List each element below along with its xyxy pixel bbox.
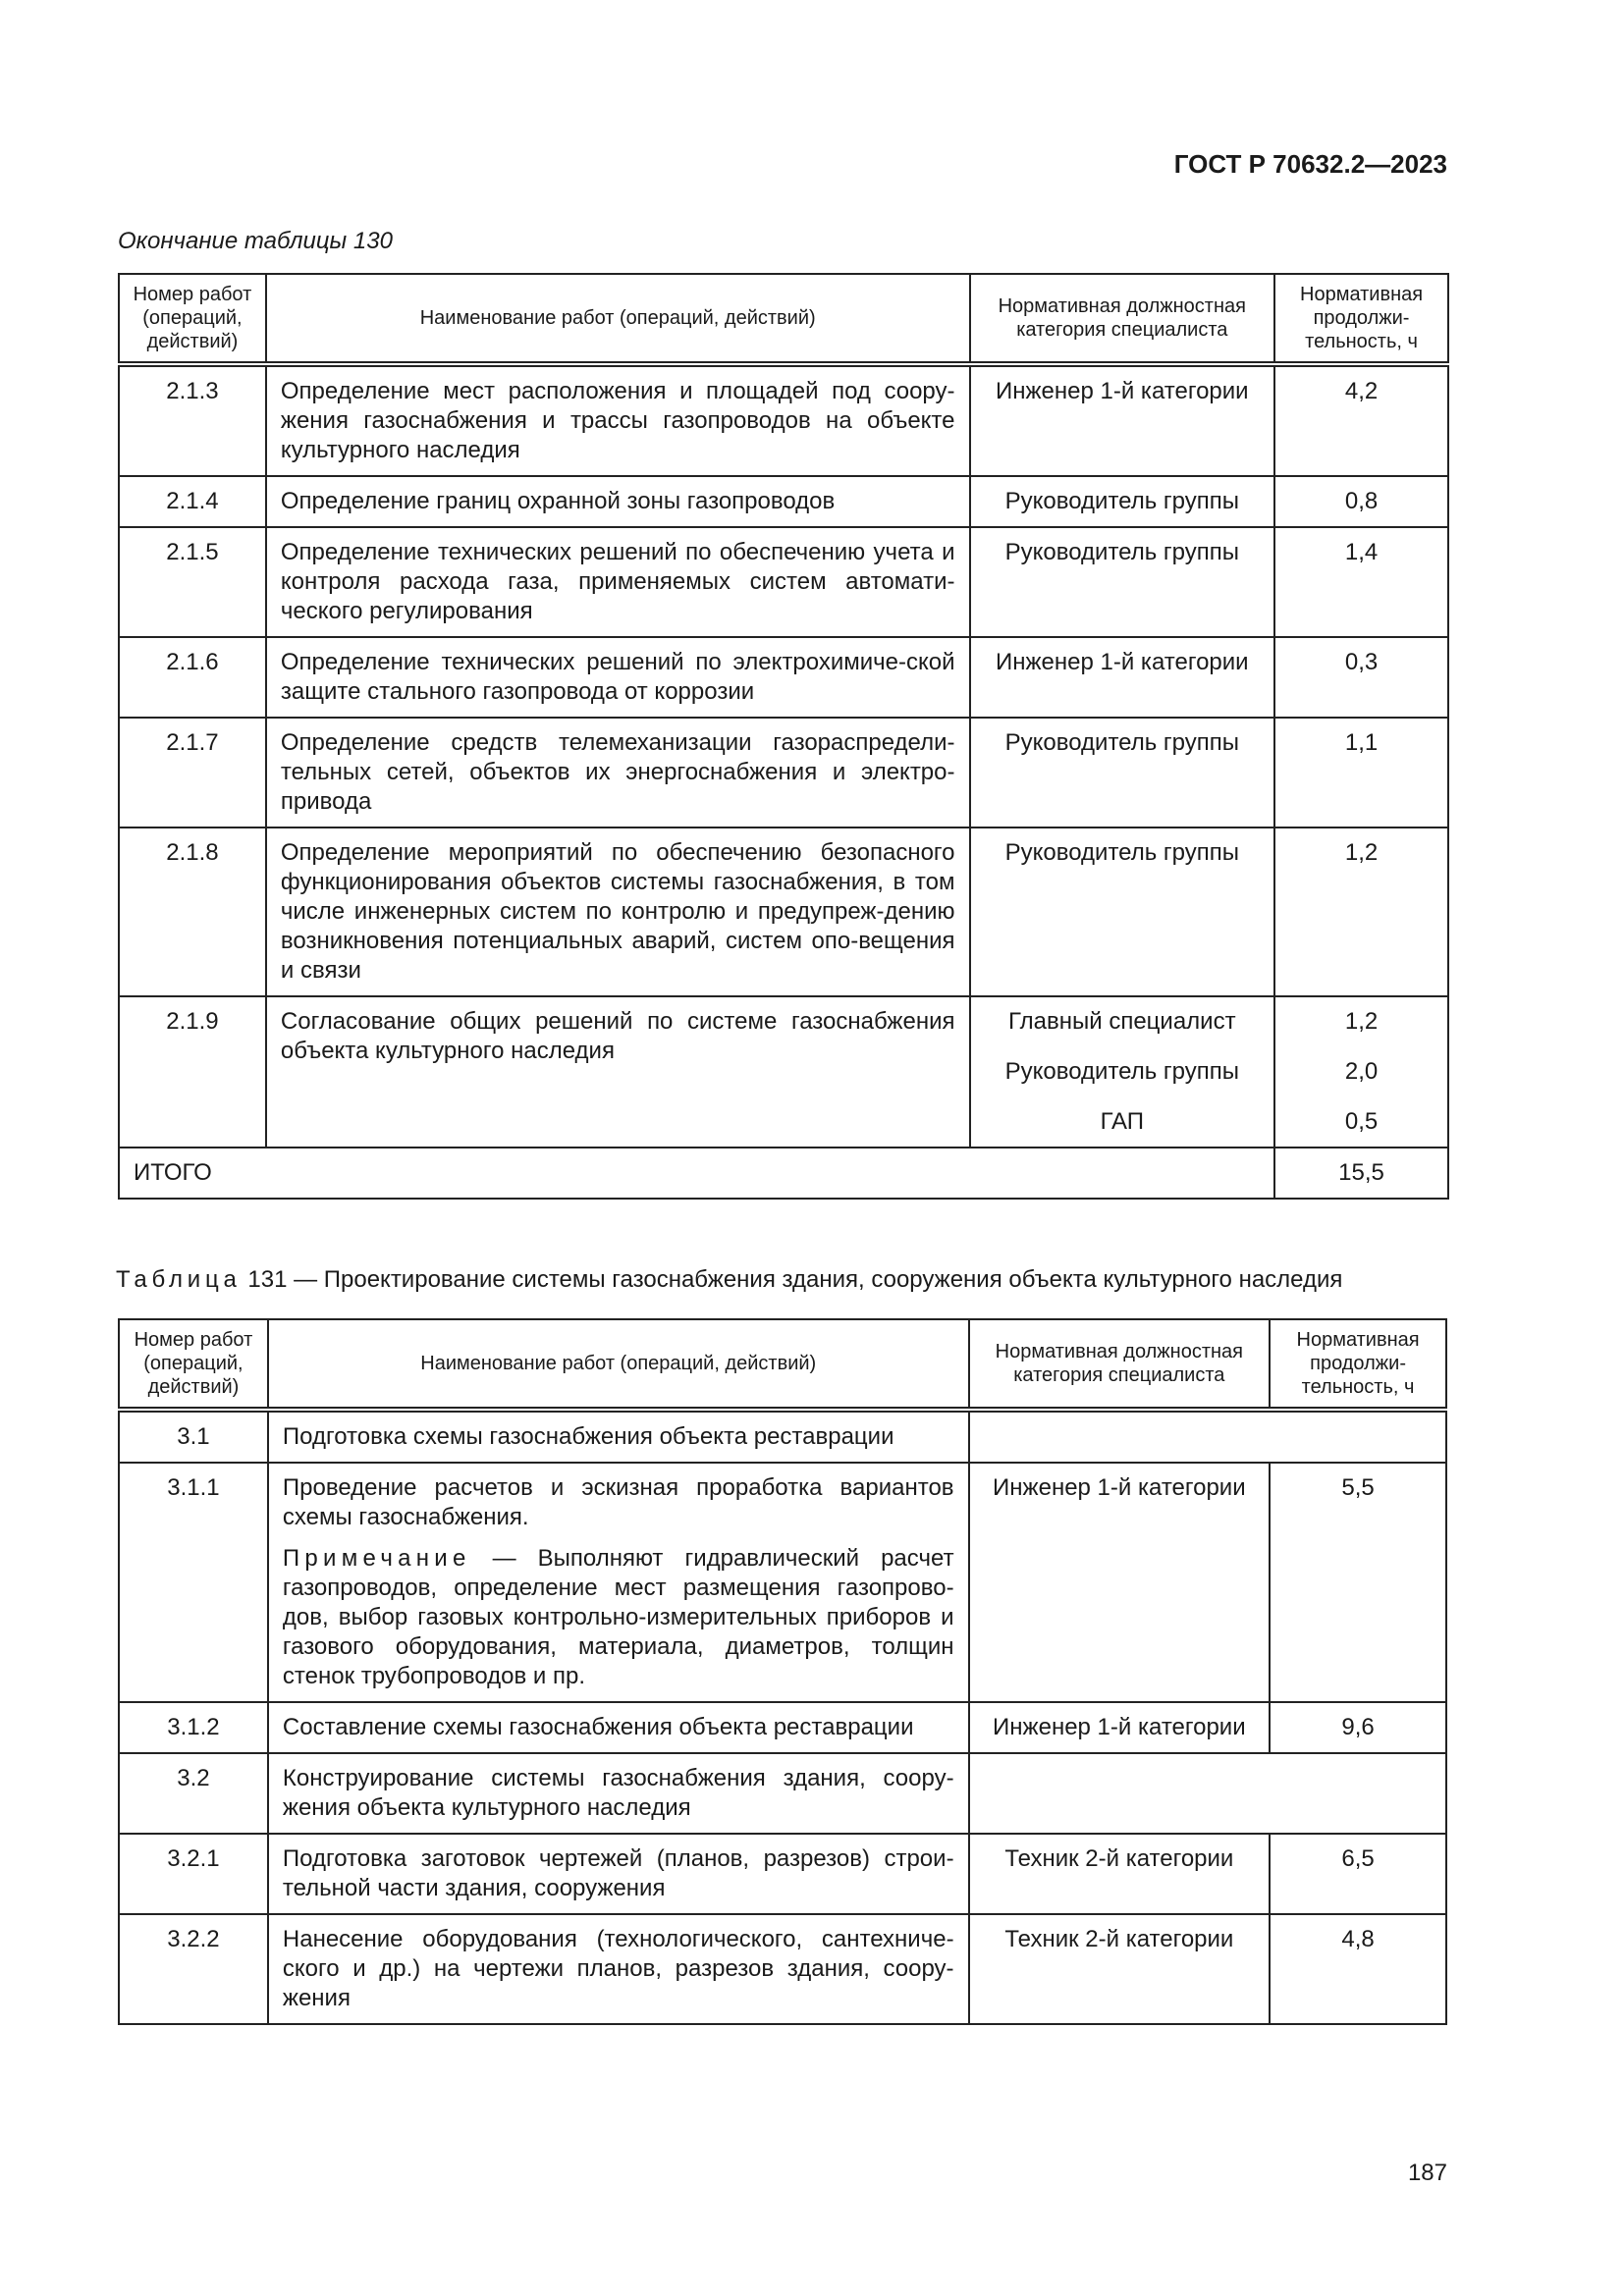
duration-hours: 1,4 bbox=[1274, 527, 1448, 637]
specialist-category: Инженер 1-й категории bbox=[970, 637, 1275, 718]
note-label: Примечание bbox=[282, 1545, 471, 1572]
specialist-category: ГАП bbox=[1100, 1108, 1144, 1135]
specialist-category: Руководитель группы bbox=[970, 527, 1275, 637]
specialist-category: Инженер 1-й категории bbox=[970, 364, 1275, 476]
work-number: 2.1.7 bbox=[119, 718, 266, 828]
work-name: Подготовка схемы газоснабжения объекта реставрации bbox=[268, 1410, 969, 1463]
table-131-caption bbox=[116, 1266, 1342, 1294]
work-name: Определение мест расположения и площадей под соору-жения газоснабжения и трассы газопроводов на объекте культурного наследия bbox=[266, 364, 970, 476]
duration-hours: 1,2 bbox=[1344, 1008, 1379, 1035]
duration-hours: 0,3 bbox=[1274, 637, 1448, 718]
note-text: — Выполняют гидравлический расчет газопроводов, определение мест размещения газопрово-дов, выбор газовых контрольно-измерительных приборов и газового оборудования, материала, диаметров, толщин стенок трубопроводов и пр. bbox=[282, 1545, 954, 1689]
table-row bbox=[119, 637, 1448, 718]
table-row bbox=[119, 1463, 1446, 1702]
duration-hours: 4,2 bbox=[1274, 364, 1448, 476]
empty-cell bbox=[969, 1410, 1446, 1463]
specialist-category: Главный специалист bbox=[1008, 1008, 1236, 1035]
work-number: 2.1.9 bbox=[119, 996, 266, 1148]
total-label: ИТОГО bbox=[119, 1148, 1274, 1199]
total-row bbox=[119, 1148, 1448, 1199]
work-number: 3.1 bbox=[119, 1410, 268, 1463]
duration-hours: 9,6 bbox=[1270, 1702, 1446, 1753]
work-number: 3.2.1 bbox=[119, 1834, 268, 1914]
work-note bbox=[283, 1544, 954, 1691]
empty-cell bbox=[969, 1753, 1446, 1834]
table-row bbox=[119, 527, 1448, 637]
work-name: Определение технических решений по электрохимиче-ской защите стального газопровода от коррозии bbox=[266, 637, 970, 718]
table-row bbox=[119, 1834, 1446, 1914]
column-header-name: Наименование работ (операций, действий) bbox=[266, 274, 970, 364]
table-130 bbox=[118, 273, 1449, 1200]
table-row bbox=[119, 1410, 1446, 1463]
table-row bbox=[119, 996, 1448, 1148]
table-row bbox=[119, 364, 1448, 476]
table-row bbox=[119, 718, 1448, 828]
table-row bbox=[119, 1753, 1446, 1834]
duration-hours: 0,5 bbox=[1344, 1108, 1379, 1135]
work-number: 2.1.6 bbox=[119, 637, 266, 718]
duration-hours: 1,2 bbox=[1274, 828, 1448, 996]
duration-hours: 2,0 bbox=[1344, 1058, 1379, 1085]
table-row bbox=[119, 1914, 1446, 2024]
work-name: Определение технических решений по обеспечению учета и контроля расхода газа, применяемых систем автомати-ческого регулирования bbox=[266, 527, 970, 637]
duration-hours: 6,5 bbox=[1270, 1834, 1446, 1914]
work-name: Нанесение оборудования (технологического, сантехниче-ского и др.) на чертежи планов, разрезов здания, соору-жения bbox=[268, 1914, 969, 2024]
specialist-category: Техник 2-й категории bbox=[969, 1914, 1271, 2024]
duration-hours: 4,8 bbox=[1270, 1914, 1446, 2024]
column-header-number: Номер работ (операций, действий) bbox=[119, 274, 266, 364]
work-name: Составление схемы газоснабжения объекта реставрации bbox=[268, 1702, 969, 1753]
table-131 bbox=[118, 1318, 1447, 2025]
column-header-category: Нормативная должностная категория специалиста bbox=[969, 1319, 1271, 1410]
specialist-category: Инженер 1-й категории bbox=[969, 1463, 1271, 1702]
duration-hours: 0,8 bbox=[1274, 476, 1448, 527]
table-row bbox=[119, 476, 1448, 527]
work-name: Согласование общих решений по системе газоснабжения объекта культурного наследия bbox=[266, 996, 970, 1148]
specialist-category: Техник 2-й категории bbox=[969, 1834, 1271, 1914]
column-header-number: Номер работ (операций, действий) bbox=[119, 1319, 268, 1410]
work-name: Определение мероприятий по обеспечению безопасного функционирования объектов системы газоснабжения, в том числе инженерных систем по контролю и предупреж-дению возникновения потенциальных аварий, систем опо-вещения и связи bbox=[266, 828, 970, 996]
document-code: ГОСТ Р 70632.2—2023 bbox=[1173, 149, 1447, 179]
column-header-category: Нормативная должностная категория специалиста bbox=[970, 274, 1275, 364]
column-header-duration: Нормативная продолжи-тельность, ч bbox=[1270, 1319, 1446, 1410]
column-header-name: Наименование работ (операций, действий) bbox=[268, 1319, 969, 1410]
specialist-category-list bbox=[970, 996, 1275, 1148]
work-name: Определение границ охранной зоны газопроводов bbox=[266, 476, 970, 527]
duration-hours: 1,1 bbox=[1274, 718, 1448, 828]
caption-word: Таблица bbox=[116, 1266, 242, 1293]
specialist-category: Руководитель группы bbox=[970, 476, 1275, 527]
work-name-with-note bbox=[268, 1463, 969, 1702]
work-number: 2.1.5 bbox=[119, 527, 266, 637]
work-name: Проведение расчетов и эскизная проработка вариантов схемы газоснабжения. bbox=[282, 1474, 954, 1530]
work-number: 3.2 bbox=[119, 1753, 268, 1834]
duration-hours-list bbox=[1274, 996, 1448, 1148]
caption-text: 131 — Проектирование системы газоснабжения здания, сооружения объекта культурного наследия bbox=[247, 1266, 1343, 1293]
work-name: Определение средств телемеханизации газораспредели-тельных сетей, объектов их энергоснабжения и электро-привода bbox=[266, 718, 970, 828]
page-number: 187 bbox=[1407, 2160, 1447, 2186]
work-name: Подготовка заготовок чертежей (планов, разрезов) строи-тельной части здания, сооружения bbox=[268, 1834, 969, 1914]
work-number: 3.1.1 bbox=[119, 1463, 268, 1702]
work-number: 3.1.2 bbox=[119, 1702, 268, 1753]
work-number: 2.1.3 bbox=[119, 364, 266, 476]
work-number: 2.1.8 bbox=[119, 828, 266, 996]
work-number: 2.1.4 bbox=[119, 476, 266, 527]
specialist-category: Руководитель группы bbox=[970, 828, 1275, 996]
total-value: 15,5 bbox=[1274, 1148, 1448, 1199]
table-130-continuation-label: Окончание таблицы 130 bbox=[118, 228, 393, 254]
table-header-row bbox=[119, 1319, 1446, 1410]
duration-hours: 5,5 bbox=[1270, 1463, 1446, 1702]
work-name: Конструирование системы газоснабжения здания, соору-жения объекта культурного наследия bbox=[268, 1753, 969, 1834]
table-row bbox=[119, 828, 1448, 996]
specialist-category: Инженер 1-й категории bbox=[969, 1702, 1271, 1753]
specialist-category: Руководитель группы bbox=[1004, 1058, 1239, 1085]
work-number: 3.2.2 bbox=[119, 1914, 268, 2024]
table-header-row bbox=[119, 274, 1448, 364]
table-row bbox=[119, 1702, 1446, 1753]
specialist-category: Руководитель группы bbox=[970, 718, 1275, 828]
column-header-duration: Нормативная продолжи-тельность, ч bbox=[1274, 274, 1448, 364]
